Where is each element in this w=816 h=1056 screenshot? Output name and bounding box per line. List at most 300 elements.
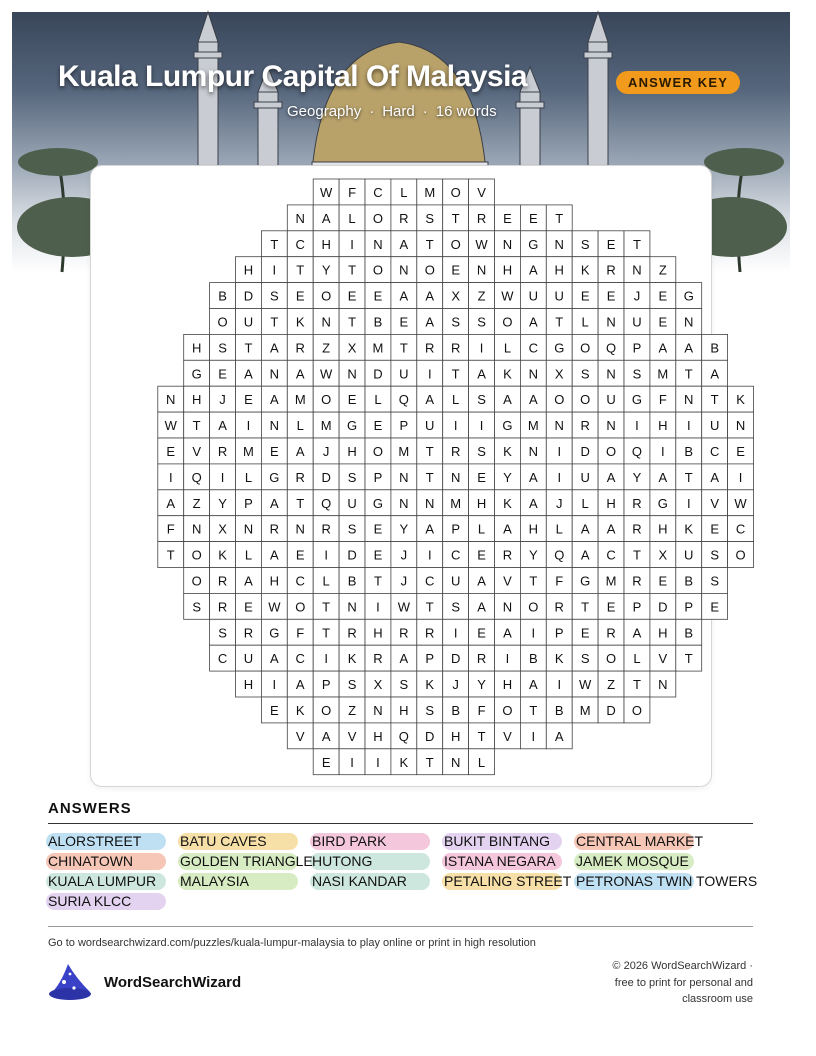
- grid-letter: L: [400, 184, 408, 200]
- grid-letter: V: [658, 651, 668, 667]
- grid-letter: B: [373, 314, 383, 330]
- grid-letter: K: [554, 651, 564, 667]
- grid-letter: K: [503, 366, 512, 382]
- grid-cell: [287, 516, 313, 542]
- grid-cell: [236, 438, 262, 464]
- grid-letter: G: [269, 469, 280, 485]
- grid-cell: [313, 697, 339, 723]
- grid-cell: [313, 619, 339, 645]
- grid-cell: [287, 464, 313, 490]
- grid-letter: F: [555, 573, 564, 589]
- grid-letter: O: [554, 392, 565, 408]
- grid-letter: V: [295, 728, 305, 744]
- grid-letter: A: [529, 677, 538, 693]
- grid-cell: [417, 671, 443, 697]
- grid-cell: [624, 231, 650, 257]
- grid-cell: [520, 568, 546, 594]
- answer-label: HUTONG: [312, 853, 373, 869]
- grid-letter: S: [477, 443, 486, 459]
- grid-cell: [546, 231, 572, 257]
- grid-cell: [365, 697, 391, 723]
- grid-cell: [339, 205, 365, 231]
- grid-letter: N: [295, 210, 305, 226]
- grid-cell: [572, 593, 598, 619]
- grid-cell: [624, 593, 650, 619]
- grid-cell: [236, 257, 262, 283]
- grid-cell: [469, 334, 495, 360]
- grid-cell: [365, 257, 391, 283]
- grid-letter: H: [554, 262, 564, 278]
- grid-letter: E: [218, 366, 227, 382]
- grid-letter: K: [503, 443, 512, 459]
- grid-letter: T: [632, 236, 641, 252]
- grid-letter: Z: [607, 677, 616, 693]
- grid-letter: S: [218, 340, 227, 356]
- grid-letter: E: [244, 599, 253, 615]
- grid-letter: I: [531, 728, 536, 744]
- grid-cell: [261, 283, 287, 309]
- brand-name: WordSearchWizard: [104, 974, 242, 991]
- grid-letter: S: [399, 677, 409, 693]
- grid-cell: [702, 360, 728, 386]
- grid-letter: A: [166, 495, 176, 511]
- answer-word: [48, 832, 141, 850]
- grid-letter: I: [220, 469, 225, 485]
- grid-letter: D: [373, 366, 383, 382]
- grid-letter: R: [373, 651, 383, 667]
- grid-letter: N: [735, 418, 746, 434]
- grid-cell: [624, 438, 650, 464]
- grid-letter: H: [658, 521, 668, 537]
- grid-cell: [339, 386, 365, 412]
- grid-letter: R: [606, 625, 616, 641]
- grid-cell: [728, 412, 754, 438]
- grid-letter: R: [476, 210, 487, 226]
- answer-label: KUALA LUMPUR: [48, 873, 157, 889]
- grid-letter: I: [350, 754, 354, 770]
- grid-cell: [261, 671, 287, 697]
- grid-letter: A: [399, 651, 409, 667]
- grid-cell: [520, 619, 546, 645]
- grid-letter: O: [502, 314, 513, 330]
- grid-cell: [210, 645, 236, 671]
- grid-cell: [184, 360, 210, 386]
- grid-letter: C: [528, 340, 539, 356]
- grid-letter: A: [425, 288, 435, 304]
- grid-cell: [469, 723, 495, 749]
- grid-letter: U: [243, 651, 254, 667]
- grid-letter: S: [580, 651, 590, 667]
- grid-cell: [650, 671, 676, 697]
- grid-letter: E: [736, 443, 745, 459]
- grid-cell: [417, 309, 443, 335]
- grid-cell: [287, 593, 313, 619]
- grid-cell: [598, 542, 624, 568]
- grid-letter: R: [269, 521, 280, 537]
- grid-cell: [495, 645, 521, 671]
- grid-letter: A: [295, 677, 305, 693]
- grid-letter: B: [529, 651, 538, 667]
- grid-cell: [598, 231, 624, 257]
- footer-divider: [48, 926, 753, 927]
- grid-cell: [287, 438, 313, 464]
- grid-letter: N: [658, 677, 668, 693]
- grid-letter: C: [425, 573, 435, 589]
- answer-word: [312, 852, 372, 870]
- grid-letter: H: [243, 262, 254, 278]
- grid-cell: [469, 490, 495, 516]
- grid-letter: H: [658, 418, 668, 434]
- grid-cell: [443, 619, 469, 645]
- grid-letter: O: [372, 262, 384, 278]
- grid-letter: G: [269, 625, 280, 641]
- copyright-line: free to print for personal and: [614, 976, 753, 989]
- grid-cell: [495, 697, 521, 723]
- grid-cell: [339, 490, 365, 516]
- grid-letter: U: [709, 418, 720, 434]
- grid-letter: J: [400, 547, 408, 563]
- grid-cell: [236, 464, 262, 490]
- grid-letter: A: [580, 547, 590, 563]
- grid-letter: N: [632, 262, 642, 278]
- grid-cell: [261, 516, 287, 542]
- grid-letter: D: [347, 547, 357, 563]
- grid-cell: [702, 542, 728, 568]
- grid-letter: T: [244, 340, 253, 356]
- grid-letter: P: [373, 469, 383, 485]
- grid-cell: [313, 179, 339, 205]
- grid-letter: A: [425, 392, 435, 408]
- grid-letter: S: [347, 521, 357, 537]
- grid-cell: [469, 309, 495, 335]
- grid-letter: G: [554, 340, 565, 356]
- grid-letter: R: [606, 262, 616, 278]
- grid-letter: N: [399, 262, 409, 278]
- answer-word: [180, 852, 313, 870]
- grid-letter: O: [191, 547, 202, 563]
- answer-word: [576, 852, 689, 870]
- grid-letter: N: [166, 392, 176, 408]
- grid-cell: [339, 749, 365, 775]
- grid-letter: A: [503, 521, 512, 537]
- grid-letter: P: [425, 651, 435, 667]
- grid-cell: [417, 412, 443, 438]
- grid-letter: B: [218, 288, 227, 304]
- grid-letter: M: [605, 573, 617, 589]
- grid-letter: K: [736, 392, 745, 408]
- grid-cell: [676, 464, 702, 490]
- grid-letter: R: [321, 521, 331, 537]
- grid-cell: [339, 231, 365, 257]
- grid-cell: [313, 438, 339, 464]
- grid-letter: O: [424, 262, 435, 278]
- grid-cell: [546, 309, 572, 335]
- grid-letter: H: [191, 392, 202, 408]
- grid-cell: [261, 697, 287, 723]
- grid-cell: [313, 412, 339, 438]
- grid-cell: [572, 334, 598, 360]
- grid-cell: [417, 386, 443, 412]
- grid-cell: [391, 593, 417, 619]
- grid-cell: [261, 231, 287, 257]
- grid-cell: [236, 619, 262, 645]
- grid-cell: [184, 334, 210, 360]
- grid-letter: I: [557, 677, 562, 693]
- grid-letter: H: [528, 521, 539, 537]
- grid-letter: N: [373, 702, 383, 718]
- category-label: Geography: [287, 103, 362, 120]
- grid-letter: A: [270, 392, 279, 408]
- grid-cell: [469, 179, 495, 205]
- grid-cell: [495, 438, 521, 464]
- grid-letter: A: [529, 314, 538, 330]
- grid-cell: [339, 179, 365, 205]
- grid-cell: [417, 360, 443, 386]
- grid-cell: [261, 568, 287, 594]
- grid-cell: [520, 386, 546, 412]
- grid-letter: L: [244, 547, 253, 563]
- grid-cell: [287, 334, 313, 360]
- grid-letter: T: [270, 236, 279, 252]
- grid-letter: O: [735, 547, 746, 563]
- grid-cell: [417, 490, 443, 516]
- grid-cell: [391, 386, 417, 412]
- grid-cell: [417, 283, 443, 309]
- grid-cell: [728, 542, 754, 568]
- grid-cell: [702, 334, 728, 360]
- grid-letter: T: [529, 573, 538, 589]
- grid-letter: T: [322, 599, 331, 615]
- grid-cell: [495, 360, 521, 386]
- grid-letter: A: [425, 521, 435, 537]
- grid-cell: [598, 697, 624, 723]
- grid-cell: [236, 309, 262, 335]
- grid-letter: L: [374, 392, 382, 408]
- grid-cell: [624, 334, 650, 360]
- grid-letter: U: [425, 418, 435, 434]
- grid-letter: M: [424, 184, 436, 200]
- grid-cell: [158, 542, 184, 568]
- grid-cell: [391, 334, 417, 360]
- answer-label: SURIA KLCC: [48, 893, 132, 909]
- grid-letter: R: [580, 418, 590, 434]
- grid-cell: [469, 568, 495, 594]
- grid-letter: A: [658, 340, 668, 356]
- grid-cell: [391, 671, 417, 697]
- grid-letter: E: [606, 288, 616, 304]
- grid-cell: [520, 257, 546, 283]
- grid-letter: Y: [321, 262, 331, 278]
- grid-cell: [261, 334, 287, 360]
- grid-letter: X: [373, 677, 383, 693]
- grid-cell: [598, 671, 624, 697]
- grid-letter: N: [321, 314, 331, 330]
- grid-letter: R: [450, 340, 461, 356]
- grid-cell: [417, 438, 443, 464]
- grid-letter: S: [710, 547, 719, 563]
- grid-letter: M: [372, 340, 384, 356]
- grid-letter: Y: [632, 469, 642, 485]
- grid-cell: [650, 334, 676, 360]
- grid-letter: N: [528, 443, 539, 459]
- grid-cell: [417, 697, 443, 723]
- grid-letter: T: [166, 547, 175, 563]
- grid-letter: L: [296, 418, 304, 434]
- grid-cell: [443, 464, 469, 490]
- grid-cell: [624, 671, 650, 697]
- grid-cell: [365, 619, 391, 645]
- grid-letter: T: [322, 625, 331, 641]
- grid-cell: [391, 516, 417, 542]
- grid-cell: [365, 179, 391, 205]
- grid-letter: Y: [529, 547, 538, 563]
- grid-cell: [495, 671, 521, 697]
- grid-cell: [572, 283, 598, 309]
- grid-cell: [391, 438, 417, 464]
- grid-letter: S: [477, 314, 486, 330]
- grid-letter: A: [295, 443, 305, 459]
- grid-cell: [650, 645, 676, 671]
- grid-letter: C: [295, 236, 305, 252]
- grid-cell: [391, 490, 417, 516]
- grid-letter: I: [453, 418, 458, 434]
- grid-cell: [339, 360, 365, 386]
- grid-letter: S: [632, 366, 642, 382]
- grid-cell: [546, 464, 572, 490]
- grid-cell: [624, 412, 650, 438]
- grid-cell: [572, 309, 598, 335]
- grid-cell: [469, 645, 495, 671]
- grid-cell: [469, 438, 495, 464]
- grid-cell: [495, 464, 521, 490]
- grid-cell: [650, 464, 676, 490]
- grid-cell: [287, 257, 313, 283]
- grid-cell: [469, 619, 495, 645]
- grid-letter: U: [684, 547, 694, 563]
- grid-letter: I: [531, 625, 536, 641]
- grid-letter: G: [631, 392, 643, 408]
- grid-letter: L: [581, 314, 589, 330]
- grid-letter: I: [635, 418, 639, 434]
- grid-cell: [210, 593, 236, 619]
- grid-letter: T: [632, 677, 641, 693]
- grid-letter: M: [657, 366, 669, 382]
- grid-letter: T: [684, 651, 693, 667]
- grid-cell: [624, 490, 650, 516]
- grid-cell: [287, 231, 313, 257]
- grid-letter: P: [451, 521, 460, 537]
- grid-letter: I: [272, 262, 277, 278]
- grid-letter: E: [295, 547, 305, 563]
- grid-cell: [391, 309, 417, 335]
- grid-cell: [313, 723, 339, 749]
- grid-letter: A: [321, 210, 331, 226]
- grid-letter: H: [502, 677, 513, 693]
- grid-letter: Z: [658, 262, 667, 278]
- grid-letter: G: [683, 288, 694, 304]
- grid-letter: H: [321, 236, 331, 252]
- footer-link-text[interactable]: Go to wordsearchwizard.com/puzzles/kuala-lumpur-malaysia to play online or print in high resolution: [48, 937, 536, 949]
- grid-cell: [676, 283, 702, 309]
- grid-cell: [572, 619, 598, 645]
- grid-letter: I: [557, 469, 562, 485]
- grid-cell: [339, 412, 365, 438]
- grid-cell: [287, 205, 313, 231]
- grid-cell: [650, 309, 676, 335]
- grid-letter: P: [554, 625, 564, 641]
- grid-letter: A: [295, 366, 305, 382]
- grid-letter: M: [294, 392, 306, 408]
- answers-heading: ANSWERS: [48, 800, 132, 817]
- grid-letter: E: [399, 314, 409, 330]
- grid-cell: [728, 438, 754, 464]
- grid-letter: V: [503, 573, 512, 589]
- grid-letter: U: [580, 469, 590, 485]
- grid-letter: R: [295, 469, 305, 485]
- grid-cell: [495, 619, 521, 645]
- grid-letter: W: [164, 418, 177, 434]
- grid-cell: [313, 334, 339, 360]
- grid-cell: [495, 257, 521, 283]
- grid-cell: [391, 749, 417, 775]
- grid-cell: [313, 593, 339, 619]
- grid-cell: [158, 464, 184, 490]
- grid-cell: [365, 542, 391, 568]
- grid-letter: S: [218, 625, 227, 641]
- grid-letter: I: [661, 443, 665, 459]
- grid-cell: [572, 490, 598, 516]
- answer-word: [312, 832, 386, 850]
- copyright-notice: [560, 958, 753, 1008]
- grid-letter: C: [735, 521, 746, 537]
- grid-letter: O: [321, 392, 332, 408]
- grid-cell: [676, 516, 702, 542]
- grid-cell: [676, 645, 702, 671]
- grid-cell: [572, 257, 598, 283]
- grid-cell: [650, 516, 676, 542]
- grid-letter: L: [322, 573, 330, 589]
- grid-cell: [365, 412, 391, 438]
- grid-cell: [546, 412, 572, 438]
- grid-letter: O: [321, 702, 332, 718]
- grid-cell: [443, 490, 469, 516]
- grid-cell: [365, 334, 391, 360]
- grid-letter: A: [270, 340, 279, 356]
- grid-cell: [443, 179, 469, 205]
- grid-cell: [624, 309, 650, 335]
- grid-cell: [339, 257, 365, 283]
- grid-cell: [443, 412, 469, 438]
- grid-letter: E: [658, 573, 668, 589]
- grid-cell: [443, 386, 469, 412]
- grid-cell: [365, 360, 391, 386]
- grid-cell: [546, 723, 572, 749]
- grid-cell: [469, 593, 495, 619]
- grid-cell: [572, 386, 598, 412]
- grid-letter: Q: [191, 469, 202, 485]
- grid-cell: [261, 464, 287, 490]
- grid-letter: E: [373, 521, 383, 537]
- grid-cell: [443, 205, 469, 231]
- grid-cell: [287, 360, 313, 386]
- grid-cell: [546, 619, 572, 645]
- grid-letter: R: [217, 573, 228, 589]
- grid-cell: [495, 516, 521, 542]
- grid-cell: [339, 464, 365, 490]
- grid-cell: [572, 645, 598, 671]
- grid-letter: E: [580, 288, 590, 304]
- grid-cell: [287, 542, 313, 568]
